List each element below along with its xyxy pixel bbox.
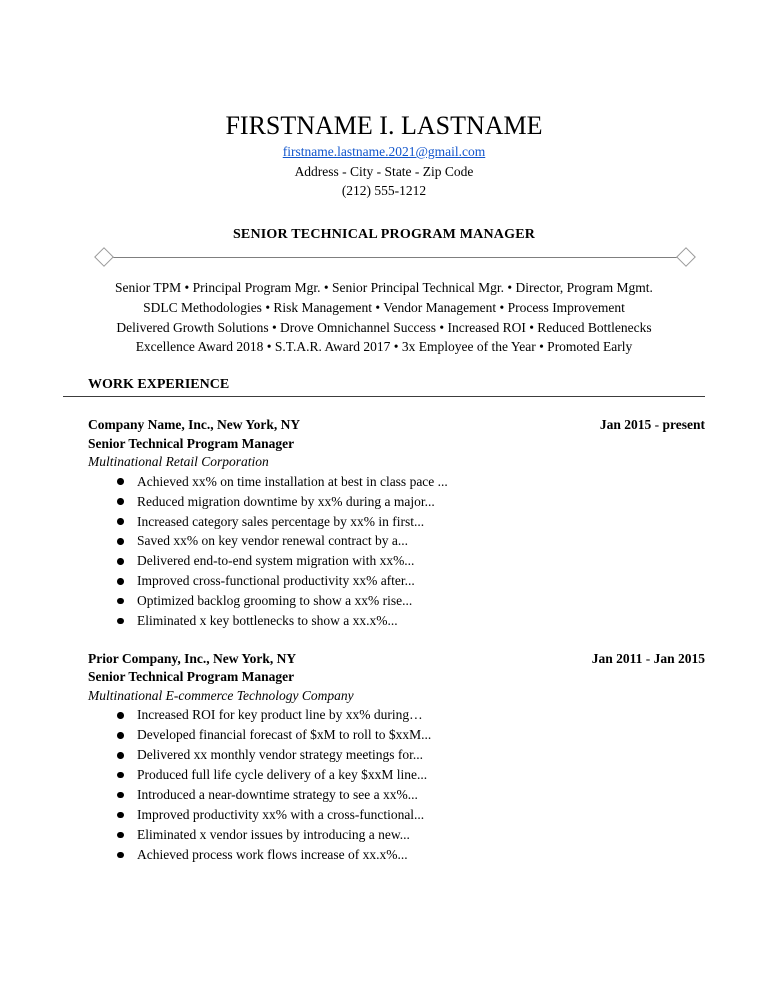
company-name: Prior Company, Inc., New York, NY xyxy=(88,650,297,666)
work-experience-heading-text: WORK EXPERIENCE xyxy=(88,377,230,393)
bullet-text: Delivered xx monthly vendor strategy meetings for... xyxy=(137,747,424,763)
bullet-text: Increased category sales percentage by xx% in first... xyxy=(137,513,425,529)
header-divider xyxy=(97,248,693,266)
bullet-icon xyxy=(117,772,124,779)
address-line: Address - City - State - Zip Code xyxy=(294,163,474,179)
bullet-item xyxy=(88,785,705,805)
bullet-text: Produced full life cycle delivery of a key $xxM line... xyxy=(137,767,428,783)
bullet-item xyxy=(88,472,705,492)
bullet-item xyxy=(88,765,705,785)
job-entry xyxy=(63,650,705,865)
summary-line: Excellence Award 2018 • S.T.A.R. Award 2017 • 3x Employee of the Year • Promoted Early xyxy=(135,339,633,355)
divider-line xyxy=(110,257,680,258)
bullet-icon xyxy=(117,518,124,525)
bullet-item xyxy=(88,512,705,532)
bullet-text: Eliminated x key bottlenecks to show a xx.x%... xyxy=(137,613,398,629)
job-header xyxy=(88,650,705,706)
bullet-item xyxy=(88,531,705,551)
bullet-icon xyxy=(117,578,124,585)
bullet-icon xyxy=(117,478,124,485)
bullet-text: Eliminated x vendor issues by introducing a new... xyxy=(137,826,410,842)
bullet-text: Achieved xx% on time installation at best in class pace ... xyxy=(137,473,448,489)
bullet-icon xyxy=(117,498,124,505)
diamond-left-icon xyxy=(94,247,114,267)
bullet-text: Introduced a near-downtime strategy to see a xx%... xyxy=(137,787,418,803)
job-company-row xyxy=(88,416,705,435)
bullet-item xyxy=(88,591,705,611)
name-heading: FIRSTNAME I. LASTNAME xyxy=(225,111,543,140)
bullet-icon xyxy=(117,852,124,859)
bullet-text: Saved xx% on key vendor renewal contract by a... xyxy=(137,533,409,549)
bullet-icon xyxy=(117,812,124,819)
summary-line: Senior TPM • Principal Program Mgr. • Senior Principal Technical Mgr. • Director, Program Mgmt. xyxy=(115,280,653,295)
job-header xyxy=(88,416,705,472)
bullet-icon xyxy=(117,832,124,839)
bullet-list xyxy=(88,472,705,631)
bullet-item xyxy=(88,805,705,825)
bullet-icon xyxy=(117,538,124,545)
email-link[interactable]: firstname.lastname.2021@gmail.com xyxy=(282,144,486,159)
bullet-item xyxy=(88,725,705,745)
date-start: Jan 2015 xyxy=(599,417,652,433)
bullet-item xyxy=(88,571,705,591)
bullet-icon xyxy=(117,712,124,719)
bullet-text: Developed financial forecast of $xM to roll to $xxM... xyxy=(137,727,432,743)
bullet-icon xyxy=(117,792,124,799)
bullet-item xyxy=(88,611,705,631)
email-row xyxy=(63,142,705,162)
bullet-item xyxy=(88,745,705,765)
bullet-item xyxy=(88,705,705,725)
summary-line: SDLC Methodologies • Risk Management • Vendor Management • Process Improvement xyxy=(143,299,625,315)
bullet-text: Increased ROI for key product line by xx% during… xyxy=(137,707,423,723)
bullet-list xyxy=(88,705,705,864)
company-description: Multinational Retail Corporation xyxy=(88,454,269,470)
job-title: Senior Technical Program Manager xyxy=(88,435,295,451)
company-name: Company Name, Inc., New York, NY xyxy=(88,417,301,433)
bullet-text: Improved productivity xx% with a cross-functional... xyxy=(137,806,425,822)
date-separator: - xyxy=(642,650,654,666)
date-end: Jan 2015 xyxy=(653,650,705,666)
bullet-item xyxy=(88,492,705,512)
bullet-item xyxy=(88,845,705,865)
phone-line: (212) 555-1212 xyxy=(341,183,427,198)
work-experience-heading xyxy=(63,376,705,397)
company-description: Multinational E-commerce Technology Company xyxy=(88,687,354,703)
job-title: Senior Technical Program Manager xyxy=(88,669,295,685)
diamond-right-icon xyxy=(676,247,696,267)
bullet-icon xyxy=(117,752,124,759)
bullet-icon xyxy=(117,732,124,739)
date-separator: - xyxy=(651,417,663,433)
summary-block xyxy=(63,278,705,357)
job-entry xyxy=(63,416,705,631)
bullet-text: Reduced migration downtime by xx% during a major... xyxy=(137,493,435,509)
bullet-item xyxy=(88,825,705,845)
contact-block xyxy=(63,142,705,201)
summary-line: Delivered Growth Solutions • Drove Omnichannel Success • Increased ROI • Reduced Bottlenecks xyxy=(116,319,652,335)
job-dates xyxy=(592,650,705,669)
date-end: present xyxy=(662,417,705,433)
resume-document xyxy=(63,0,705,865)
bullet-item xyxy=(88,551,705,571)
bullet-icon xyxy=(117,598,124,605)
bullet-text: Delivered end-to-end system migration with xx%... xyxy=(137,553,415,569)
resume-title: SENIOR TECHNICAL PROGRAM MANAGER xyxy=(232,226,536,242)
job-dates xyxy=(600,416,705,435)
job-company-row xyxy=(88,650,705,669)
date-start: Jan 2011 xyxy=(591,650,643,666)
bullet-icon xyxy=(117,618,124,625)
bullet-text: Achieved process work flows increase of xx.x%... xyxy=(137,846,408,862)
bullet-icon xyxy=(117,558,124,565)
bullet-text: Improved cross-functional productivity xx% after... xyxy=(137,573,415,589)
bullet-text: Optimized backlog grooming to show a xx% rise... xyxy=(137,593,413,609)
